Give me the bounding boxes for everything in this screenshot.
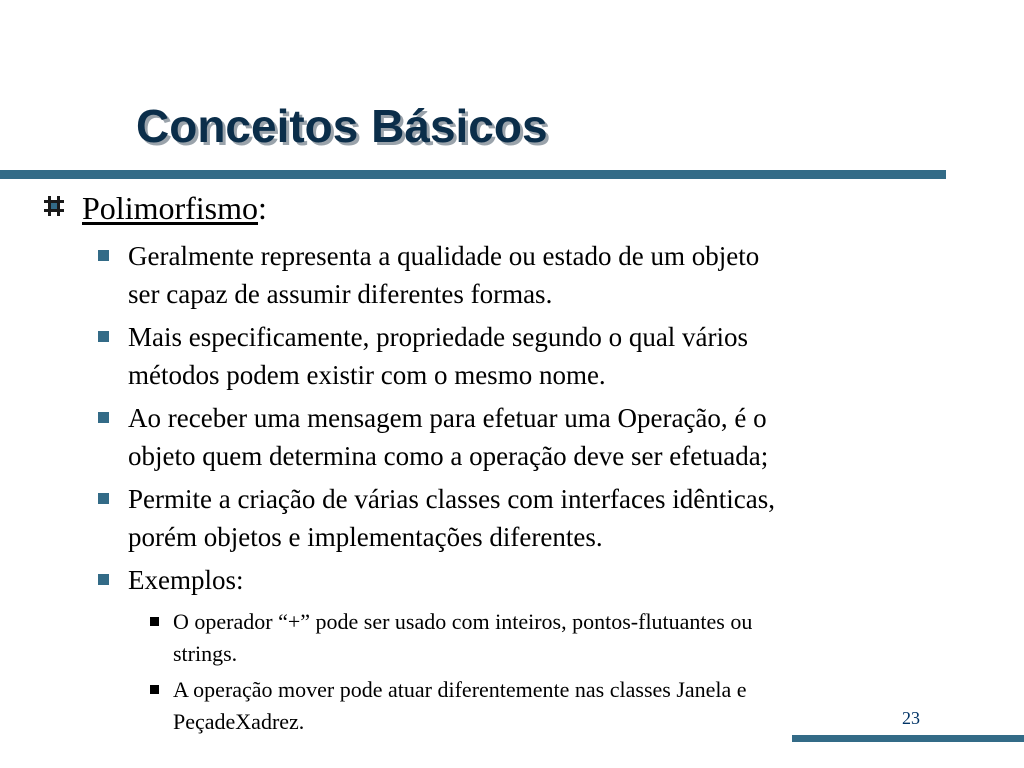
example-item: [173, 674, 963, 738]
sub-bullet-item: [128, 561, 978, 599]
square-bullet-icon: [98, 574, 109, 585]
sub-bullet-item: [128, 318, 978, 394]
sub-bullet-line: Exemplos:: [128, 565, 244, 595]
small-square-bullet-icon: [150, 617, 159, 626]
sub-bullet-line: métodos podem existir com o mesmo nome.: [128, 360, 606, 390]
sub-bullet-line: Ao receber uma mensagem para efetuar uma Operação, é o: [128, 403, 767, 433]
example-line: O operador “+” pode ser usado com inteiros, pontos-flutuantes ou: [173, 609, 753, 634]
heading-polimorfismo: Polimorfismo: [82, 190, 259, 226]
small-square-bullet-icon: [150, 685, 159, 694]
example-line: strings.: [173, 641, 238, 666]
title-divider: [0, 170, 946, 179]
sub-bullet-line: porém objetos e implementações diferentes.: [128, 522, 603, 552]
footer-divider: [792, 735, 1024, 742]
square-bullet-icon: [98, 412, 109, 423]
sub-bullet-line: Permite a criação de várias classes com interfaces idênticas,: [128, 484, 775, 514]
square-bullet-icon: [98, 493, 109, 504]
example-line: A operação mover pode atuar diferentemente nas classes Janela e: [173, 677, 747, 702]
sub-bullet-item: [128, 237, 978, 313]
main-bullet-text: [82, 186, 267, 230]
slide-title: Conceitos Básicos: [136, 100, 548, 152]
sub-bullet-line: objeto quem determina como a operação deve ser efetuada;: [128, 441, 769, 471]
example-line: PeçadeXadrez.: [173, 709, 305, 734]
sub-bullet-item: [128, 480, 978, 556]
sub-bullet-line: Mais especificamente, propriedade segundo o qual vários: [128, 322, 749, 352]
square-bullet-icon: [98, 250, 109, 261]
grid-bullet-icon: [44, 196, 64, 216]
sub-bullet-item: [128, 399, 978, 475]
square-bullet-icon: [98, 331, 109, 342]
heading-suffix: :: [258, 190, 267, 226]
sub-bullet-line: ser capaz de assumir diferentes formas.: [128, 279, 553, 309]
example-item: [173, 606, 963, 670]
page-number: 23: [902, 708, 920, 728]
sub-bullet-line: Geralmente representa a qualidade ou estado de um objeto: [128, 241, 760, 271]
